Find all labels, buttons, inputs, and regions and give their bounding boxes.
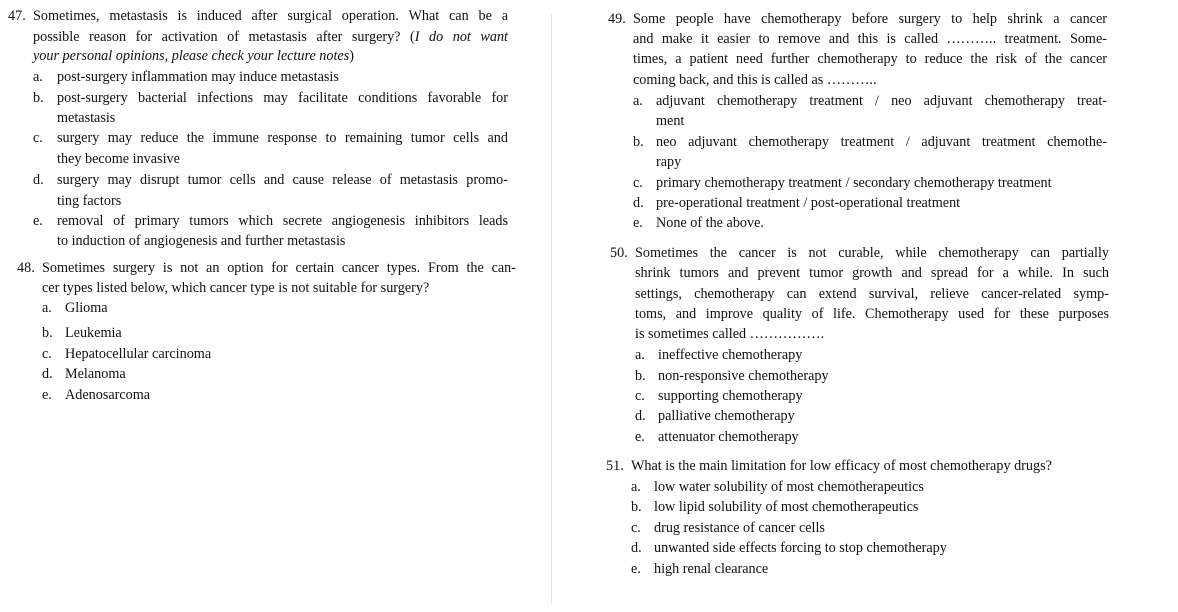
option-text: Hepatocellular carcinoma — [65, 346, 212, 362]
option-text: surgery may disrupt tumor cells and cause release of metastasis promo- — [57, 172, 508, 188]
option-text: to induction of angiogenesis and further metastasis — [57, 233, 346, 249]
option-letter: e. — [635, 429, 645, 445]
option-letter: a. — [33, 69, 43, 85]
question-text-line: settings, chemotherapy can extend survival, relieve cancer-related symp- — [635, 286, 1109, 302]
option-text: adjuvant chemotherapy treatment / neo adjuvant chemotherapy treat- — [656, 93, 1107, 109]
option-text: post-surgery inflammation may induce metastasis — [57, 69, 339, 85]
option-text: Glioma — [65, 300, 108, 316]
option-text: Melanoma — [65, 366, 126, 382]
option-letter: b. — [631, 499, 642, 515]
question-text-line: toms, and improve quality of life. Chemotherapy used for these purposes — [635, 306, 1109, 322]
question-text-line: Sometimes, metastasis is induced after surgical operation. What can be a — [33, 8, 508, 24]
option-text: pre-operational treatment / post-operational treatment — [656, 195, 961, 211]
option-letter: c. — [42, 346, 52, 362]
question-text-line: Sometimes surgery is not an option for certain cancer types. From the can- — [42, 260, 516, 276]
option-letter: d. — [631, 540, 642, 556]
option-letter: b. — [42, 325, 53, 341]
option-text: Leukemia — [65, 325, 122, 341]
option-letter: d. — [42, 366, 53, 382]
option-text: they become invasive — [57, 151, 180, 167]
option-letter: e. — [633, 215, 643, 231]
option-text: surgery may reduce the immune response to remaining tumor cells and — [57, 130, 508, 146]
question-text-line: What is the main limitation for low efficacy of most chemotherapy drugs? — [631, 458, 1052, 474]
option-text: Adenosarcoma — [65, 387, 151, 403]
option-letter: e. — [33, 213, 43, 229]
option-letter: e. — [631, 561, 641, 577]
option-letter: a. — [635, 347, 645, 363]
question-text-line: your personal opinions, please check your lecture notes) — [33, 48, 354, 64]
option-text: high renal clearance — [654, 561, 769, 577]
option-letter: a. — [631, 479, 641, 495]
question-number: 47. — [8, 8, 26, 24]
option-text: post-surgery bacterial infections may facilitate conditions favorable for — [57, 90, 508, 106]
option-letter: a. — [42, 300, 52, 316]
option-letter: b. — [635, 368, 646, 384]
question-text-line: coming back, and this is called as ……….. — [633, 72, 877, 88]
option-letter: d. — [33, 172, 44, 188]
option-text: unwanted side effects forcing to stop chemotherapy — [654, 540, 947, 556]
option-text: low water solubility of most chemotherapeutics — [654, 479, 924, 495]
option-text: attenuator chemotherapy — [658, 429, 799, 445]
option-text: non-responsive chemotherapy — [658, 368, 829, 384]
option-text: ment — [656, 113, 685, 129]
option-text: ting factors — [57, 193, 122, 209]
question-text-line: and make it easier to remove and this is called ……….. treatment. Some- — [633, 31, 1107, 47]
column-divider — [551, 14, 552, 604]
question-text-line: is sometimes called ……………. — [635, 326, 825, 342]
option-text: rapy — [656, 154, 682, 170]
question-number: 48. — [17, 260, 35, 276]
question-text-line: Some people have chemotherapy before surgery to help shrink a cancer — [633, 11, 1107, 27]
question-text-line: times, a patient need further chemotherapy to reduce the risk of the cancer — [633, 51, 1107, 67]
option-letter: a. — [633, 93, 643, 109]
option-letter: b. — [633, 134, 644, 150]
option-letter: c. — [33, 130, 43, 146]
option-text: metastasis — [57, 110, 116, 126]
question-text-line: shrink tumors and prevent tumor growth and spread for a while. In such — [635, 265, 1109, 281]
option-text: drug resistance of cancer cells — [654, 520, 825, 536]
question-number: 51. — [606, 458, 624, 474]
option-text: removal of primary tumors which secrete angiogenesis inhibitors leads — [57, 213, 508, 229]
question-text-line: possible reason for activation of metastasis after surgery? (I do not want — [33, 29, 508, 45]
option-text: palliative chemotherapy — [658, 408, 795, 424]
option-letter: d. — [633, 195, 644, 211]
option-letter: e. — [42, 387, 52, 403]
question-text-line: cer types listed below, which cancer type is not suitable for surgery? — [42, 280, 430, 296]
option-text: None of the above. — [656, 215, 764, 231]
question-number: 50. — [610, 245, 628, 261]
question-number: 49. — [608, 11, 626, 27]
option-letter: d. — [635, 408, 646, 424]
option-text: ineffective chemotherapy — [658, 347, 803, 363]
option-text: neo adjuvant chemotherapy treatment / adjuvant treatment chemothe- — [656, 134, 1107, 150]
option-text: supporting chemotherapy — [658, 388, 803, 404]
option-letter: c. — [631, 520, 641, 536]
question-text-line: Sometimes the cancer is not curable, while chemotherapy can partially — [635, 245, 1109, 261]
option-text: low lipid solubility of most chemotherapeutics — [654, 499, 919, 515]
option-text: primary chemotherapy treatment / secondary chemotherapy treatment — [656, 175, 1052, 191]
option-letter: c. — [635, 388, 645, 404]
option-letter: c. — [633, 175, 643, 191]
option-letter: b. — [33, 90, 44, 106]
